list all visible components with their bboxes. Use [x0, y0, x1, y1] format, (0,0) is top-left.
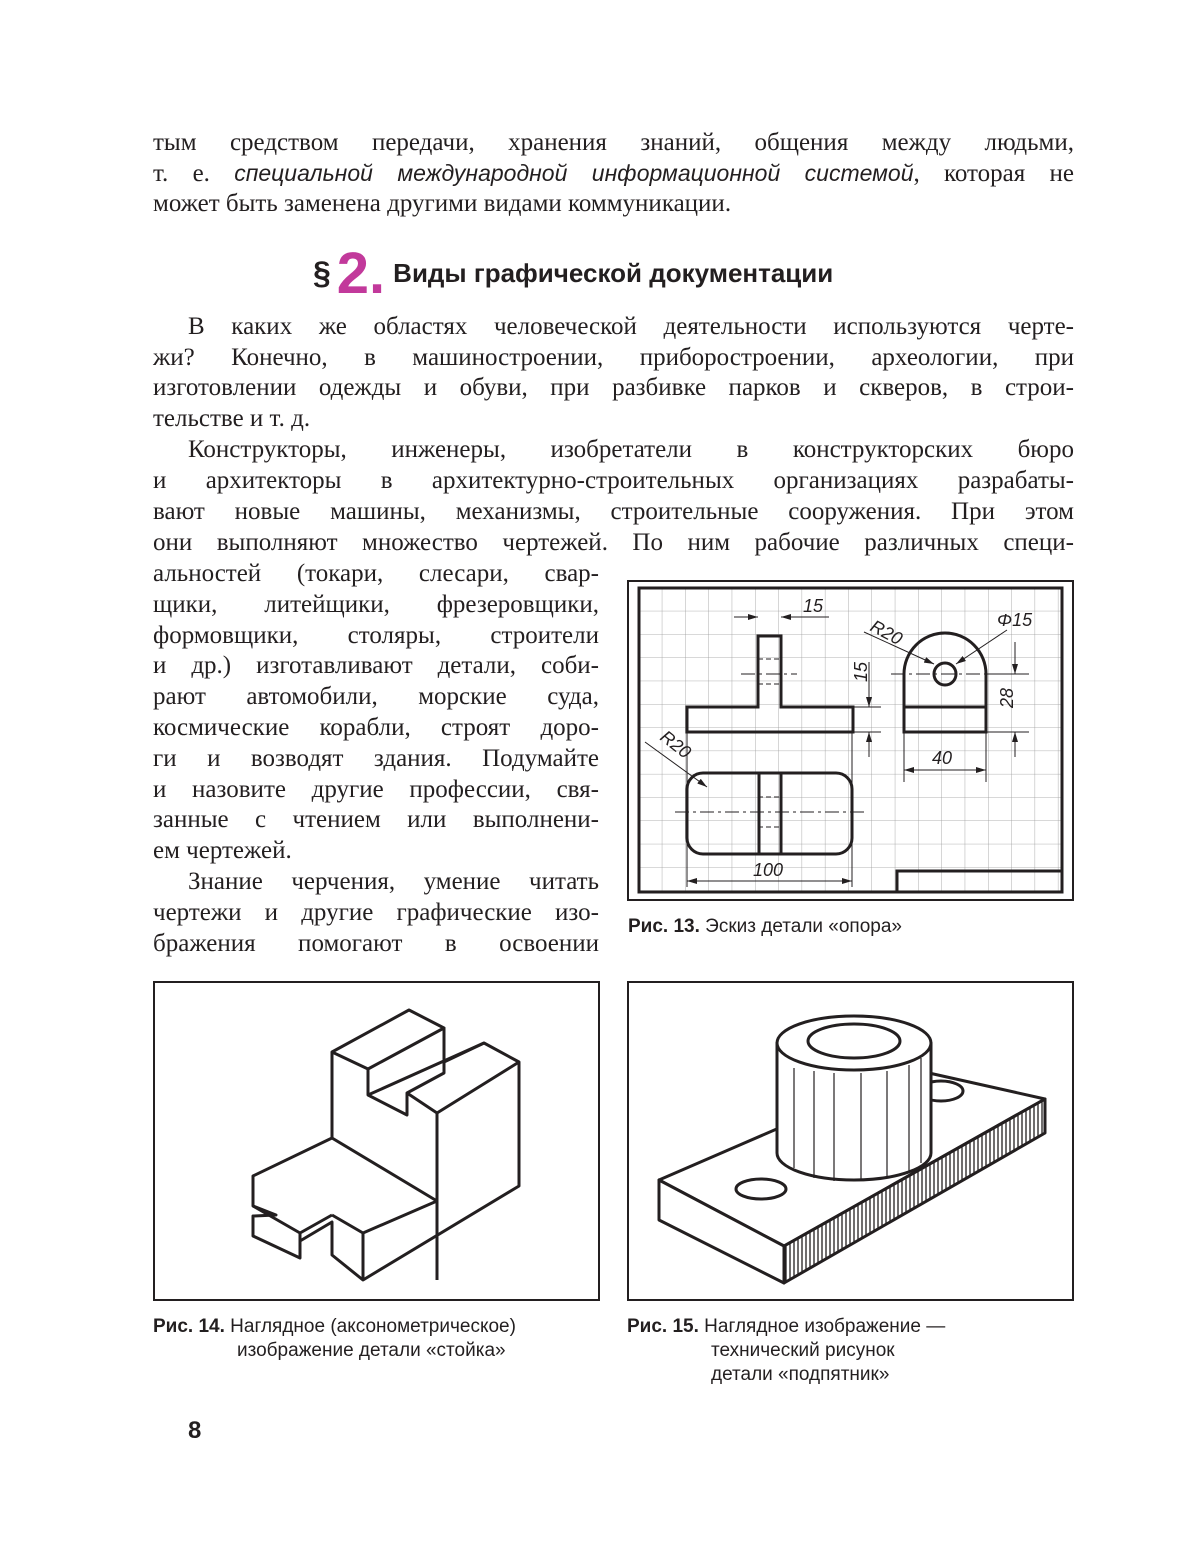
- text-line: В каких же областях человеческой деятельности используются черте-: [188, 313, 1074, 340]
- text-line: чертежи и другие графические изо-: [153, 898, 599, 926]
- dimension-label: R20: [867, 615, 906, 650]
- caption-label: Рис. 15.: [627, 1316, 699, 1337]
- text-line: альностей (токари, слесари, свар-: [153, 560, 599, 587]
- text-line: и архитекторы в архитектурно-строительных организациях разрабаты-: [153, 467, 1074, 494]
- text-line: и др.) изготавливают детали, соби-: [153, 652, 599, 680]
- dimension-label: 100: [753, 860, 784, 880]
- text-line: рают автомобили, морские суда,: [153, 683, 599, 711]
- text-line: вают новые машины, механизмы, строительные сооружения. При этом: [153, 498, 1074, 525]
- section-symbol: §: [313, 255, 331, 291]
- text-line: жи? Конечно, в машиностроении, приборостроении, археологии, при: [153, 344, 1074, 371]
- caption-label: Рис. 14.: [153, 1316, 225, 1337]
- text-span: т. е.: [153, 160, 235, 187]
- text-line: ги и возводят здания. Подумайте: [153, 744, 599, 772]
- text-line: Конструкторы, инженеры, изобретатели в конструкторских бюро: [188, 436, 1074, 463]
- dimension-label: 40: [932, 748, 953, 768]
- text-line: они выполняют множество чертежей. По ним рабочие различных специ-: [153, 529, 1074, 556]
- dimension-label: Φ15: [997, 610, 1033, 630]
- text-line: тельстве и т. д.: [153, 405, 311, 432]
- text-line: занные с чтением или выполнени-: [153, 806, 599, 834]
- dimension-label: R20: [656, 726, 695, 763]
- text-line: бражения помогают в освоении: [153, 929, 599, 957]
- text-line: щики, литейщики, фрезеровщики,: [153, 590, 599, 618]
- caption-text: Наглядное изображение —: [704, 1316, 946, 1337]
- dimension-label: 15: [803, 596, 824, 616]
- figure-13-caption: [628, 915, 902, 939]
- section-title: Виды графической документации: [393, 258, 834, 288]
- text-line: изготовлении одежды и обуви, при разбивке парков и скверов, в строи-: [153, 374, 1074, 401]
- caption-text: детали «подпятник»: [711, 1364, 890, 1385]
- page-number: 8: [188, 1417, 202, 1444]
- figure-15-podpyatnik: [627, 981, 1074, 1301]
- text-line: ем чертежей.: [153, 837, 292, 865]
- section-number: 2.: [336, 241, 386, 306]
- text-line: Знание черчения, умение читать: [188, 868, 599, 895]
- figure-13-sketch: [627, 580, 1074, 901]
- opora-sketch-drawing: [629, 582, 1072, 899]
- stoika-drawing: [155, 983, 598, 1299]
- section-heading: [313, 240, 833, 307]
- figure-14-caption: [153, 1315, 516, 1363]
- caption-text: Наглядное (аксонометрическое): [230, 1316, 516, 1337]
- text-line: космические корабли, строят дoро-: [153, 714, 599, 741]
- dimension-label: 15: [851, 661, 871, 682]
- figure-15-caption: [627, 1315, 945, 1387]
- caption-text: технический рисунок: [711, 1340, 895, 1361]
- dimension-label: 28: [997, 687, 1017, 708]
- caption-text: Эскиз детали «опора»: [705, 916, 902, 937]
- podpyatnik-drawing: [629, 983, 1072, 1299]
- figure-14-stoika: [153, 981, 600, 1301]
- caption-label: Рис. 13.: [628, 916, 700, 937]
- caption-text: изображение детали «стойка»: [237, 1340, 506, 1361]
- text-line: тым средством передачи, хранения знаний, общения между людьми,: [153, 129, 1074, 156]
- text-line: [153, 158, 1074, 189]
- italic-emphasis: специальной международной информационной системой: [234, 160, 914, 186]
- text-line: может быть заменена другими видами коммуникации.: [153, 190, 732, 217]
- text-line: формовщики, столяры, строители: [153, 621, 599, 649]
- text-line: и назовите другие профессии, свя-: [153, 775, 599, 803]
- text-span: , которая не: [913, 160, 1074, 187]
